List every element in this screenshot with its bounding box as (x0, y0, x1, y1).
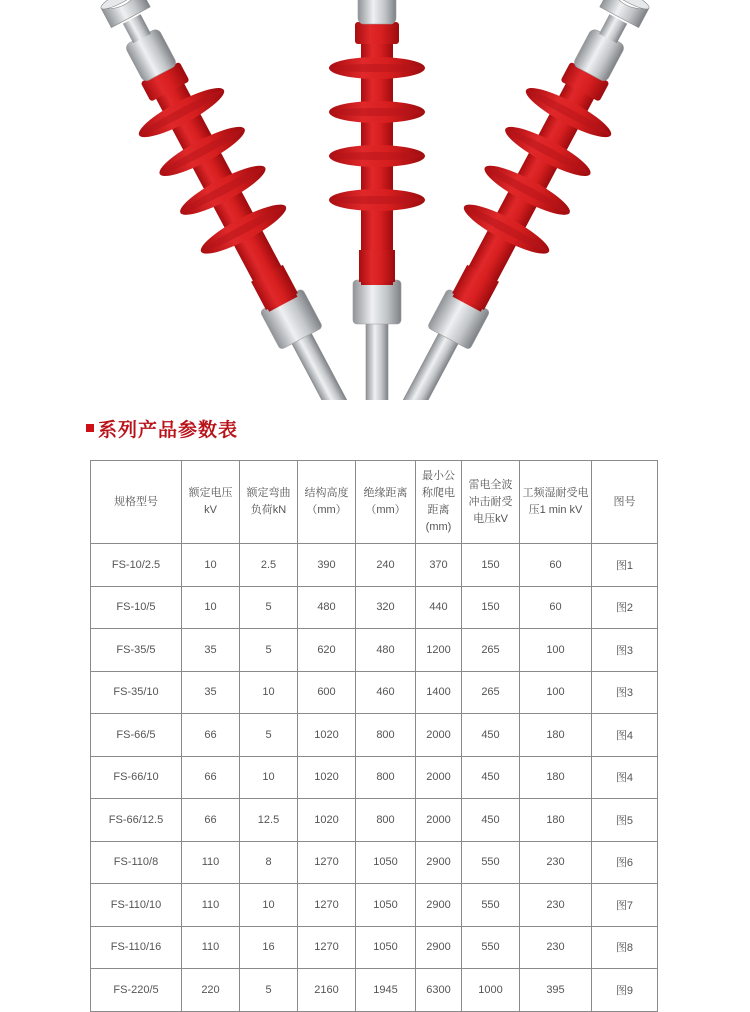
table-cell: 800 (356, 756, 416, 799)
table-cell: 150 (462, 586, 520, 629)
table-cell: 图5 (592, 799, 658, 842)
table-cell: 2900 (416, 884, 462, 927)
table-cell: FS-10/5 (91, 586, 182, 629)
table-cell: 图4 (592, 714, 658, 757)
table-cell: 620 (298, 629, 356, 672)
table-cell: 1020 (298, 714, 356, 757)
table-cell: 10 (240, 884, 298, 927)
table-cell: 图3 (592, 671, 658, 714)
table-cell: 6300 (416, 969, 462, 1012)
table-cell: 12.5 (240, 799, 298, 842)
table-cell: 图3 (592, 629, 658, 672)
table-cell: 450 (462, 799, 520, 842)
header-lightning-impulse: 雷电全波冲击耐受电压kV (462, 461, 520, 544)
table-cell: 550 (462, 841, 520, 884)
table-cell: 1050 (356, 926, 416, 969)
table-cell: FS-66/10 (91, 756, 182, 799)
table-cell: 5 (240, 714, 298, 757)
parameter-table (90, 460, 658, 1012)
table-cell: 180 (520, 799, 592, 842)
table-cell: 450 (462, 756, 520, 799)
section-heading (86, 414, 238, 442)
table-cell: 320 (356, 586, 416, 629)
header-insulation-distance: 绝缘距离（mm） (356, 461, 416, 544)
table-cell: FS-66/5 (91, 714, 182, 757)
header-power-frequency: 工频湿耐受电压1 min kV (520, 461, 592, 544)
header-bending-load: 额定弯曲负荷kN (240, 461, 298, 544)
table-cell: 1050 (356, 841, 416, 884)
table-cell: 图8 (592, 926, 658, 969)
table-cell: 5 (240, 629, 298, 672)
table-cell: 1400 (416, 671, 462, 714)
table-row (91, 884, 658, 927)
table-cell: FS-110/8 (91, 841, 182, 884)
header-rated-voltage: 额定电压kV (182, 461, 240, 544)
table-cell: 2900 (416, 926, 462, 969)
table-cell: 10 (182, 586, 240, 629)
table-cell: 480 (298, 586, 356, 629)
table-row (91, 544, 658, 587)
table-cell: 1945 (356, 969, 416, 1012)
table-cell: 550 (462, 926, 520, 969)
table-cell: 110 (182, 926, 240, 969)
table-cell: FS-10/2.5 (91, 544, 182, 587)
table-cell: 550 (462, 884, 520, 927)
table-cell: 5 (240, 586, 298, 629)
table-cell: 8 (240, 841, 298, 884)
table-cell: FS-110/16 (91, 926, 182, 969)
table-cell: 60 (520, 586, 592, 629)
product-photo (0, 0, 750, 400)
table-cell: 16 (240, 926, 298, 969)
table-cell: FS-35/10 (91, 671, 182, 714)
table-cell: 440 (416, 586, 462, 629)
table-cell: 图1 (592, 544, 658, 587)
table-cell: 110 (182, 884, 240, 927)
table-cell: 10 (182, 544, 240, 587)
section-title: 系列产品参数表 (98, 418, 239, 441)
table-cell: 265 (462, 671, 520, 714)
table-cell: FS-110/10 (91, 884, 182, 927)
table-cell: 240 (356, 544, 416, 587)
table-cell: 1020 (298, 799, 356, 842)
table-cell: 265 (462, 629, 520, 672)
table-cell: 1020 (298, 756, 356, 799)
table-cell: 450 (462, 714, 520, 757)
table-row (91, 586, 658, 629)
table-row (91, 841, 658, 884)
table-cell: 1200 (416, 629, 462, 672)
table-cell: 1270 (298, 884, 356, 927)
table-cell: 图6 (592, 841, 658, 884)
table-cell: 2000 (416, 756, 462, 799)
table-cell: FS-35/5 (91, 629, 182, 672)
table-cell: 66 (182, 756, 240, 799)
table-cell: 180 (520, 714, 592, 757)
table-cell: 180 (520, 756, 592, 799)
table-cell: 370 (416, 544, 462, 587)
table-header-row (91, 461, 658, 544)
table-cell: FS-220/5 (91, 969, 182, 1012)
table-cell: 35 (182, 671, 240, 714)
table-cell: 600 (298, 671, 356, 714)
table-cell: 图7 (592, 884, 658, 927)
table-cell: 1270 (298, 926, 356, 969)
table-cell: 110 (182, 841, 240, 884)
table-row (91, 629, 658, 672)
table-cell: 460 (356, 671, 416, 714)
table-cell: 395 (520, 969, 592, 1012)
table-cell: 1050 (356, 884, 416, 927)
table-cell: 66 (182, 799, 240, 842)
table-row (91, 756, 658, 799)
table-cell: 2000 (416, 714, 462, 757)
table-row (91, 969, 658, 1012)
table-cell: 1000 (462, 969, 520, 1012)
table-row (91, 714, 658, 757)
table-cell: 1270 (298, 841, 356, 884)
table-cell: 10 (240, 671, 298, 714)
heading-marker-icon (86, 424, 94, 432)
table-cell: 2000 (416, 799, 462, 842)
table-cell: 35 (182, 629, 240, 672)
table-cell: 10 (240, 756, 298, 799)
header-figure-no: 图号 (592, 461, 658, 544)
table-cell: 220 (182, 969, 240, 1012)
table-cell: 图4 (592, 756, 658, 799)
table-cell: FS-66/12.5 (91, 799, 182, 842)
table-cell: 图9 (592, 969, 658, 1012)
table-cell: 100 (520, 629, 592, 672)
table-cell: 2160 (298, 969, 356, 1012)
table-cell: 230 (520, 884, 592, 927)
table-body (91, 544, 658, 1012)
table-cell: 100 (520, 671, 592, 714)
table-cell: 480 (356, 629, 416, 672)
table-cell: 800 (356, 799, 416, 842)
header-structure-height: 结构高度（mm） (298, 461, 356, 544)
table-cell: 2.5 (240, 544, 298, 587)
table-cell: 60 (520, 544, 592, 587)
table-row (91, 799, 658, 842)
table-cell: 图2 (592, 586, 658, 629)
header-model: 规格型号 (91, 461, 182, 544)
table-cell: 5 (240, 969, 298, 1012)
table-cell: 230 (520, 841, 592, 884)
header-creepage-distance: 最小公称爬电距离(mm) (416, 461, 462, 544)
table-cell: 150 (462, 544, 520, 587)
table-cell: 390 (298, 544, 356, 587)
table-cell: 2900 (416, 841, 462, 884)
table-cell: 800 (356, 714, 416, 757)
table-cell: 230 (520, 926, 592, 969)
table-row (91, 926, 658, 969)
table-row (91, 671, 658, 714)
table-cell: 66 (182, 714, 240, 757)
